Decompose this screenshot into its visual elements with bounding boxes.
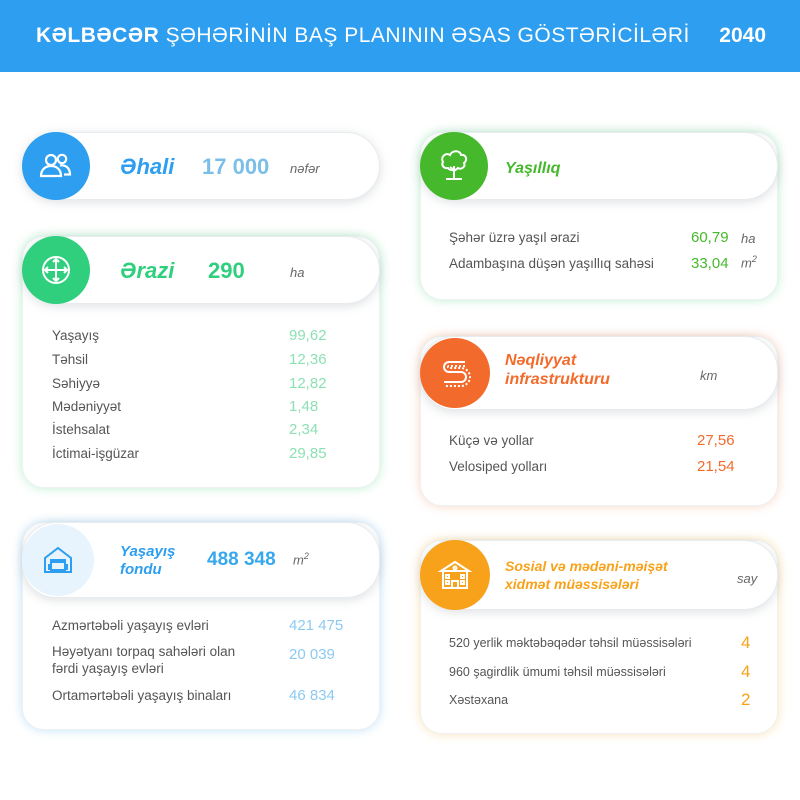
list-item: Azmərtəbəli yaşayış evləri	[52, 618, 209, 633]
yasayis-label-2: fondu	[120, 561, 162, 578]
yasayis-value: 488 348	[207, 549, 276, 570]
expand-arrows-icon	[22, 236, 90, 304]
header-bar	[0, 0, 800, 72]
yasayis-unit: $m^2$	[293, 551, 309, 568]
road-icon	[420, 338, 490, 408]
list-value: 4	[741, 633, 751, 652]
year-label: 2040	[719, 24, 766, 47]
yasilliq-label: Yaşıllıq	[505, 160, 561, 177]
ehali-label: Əhali	[120, 154, 175, 179]
people-icon	[22, 132, 90, 200]
list-value: 20 039	[289, 646, 335, 663]
building-icon	[420, 540, 490, 610]
house-icon	[22, 524, 94, 596]
list-item: Mədəniyyət	[52, 399, 122, 414]
list-item: İctimai-işgüzar	[52, 446, 140, 461]
list-value: 421 475	[289, 617, 344, 634]
list-item: Həyətyanı torpaq sahələri olan	[52, 644, 236, 659]
list-item: Təhsil	[52, 352, 89, 367]
list-value: 60,79	[691, 229, 729, 246]
neqliyyat-unit: km	[700, 368, 718, 383]
page-title: KƏLBƏCƏR ŞƏHƏRİNİN BAŞ PLANININ ƏSAS GÖSTƏRİCİLƏRİ	[36, 24, 690, 47]
list-value: 29,85	[289, 445, 327, 462]
list-item: Küçə və yollar	[449, 433, 534, 448]
tree-icon	[420, 132, 488, 200]
erazi-label: Ərazi	[120, 258, 175, 283]
list-item: Səhiyyə	[52, 376, 101, 391]
ehali-value: 17 000	[202, 154, 270, 179]
erazi-value: 290	[208, 258, 245, 283]
sosial-label-2: xidmət müəssisələri	[505, 576, 639, 592]
list-value: 21,54	[697, 458, 735, 475]
neqliyyat-label-2: infrastrukturu	[505, 371, 610, 388]
list-value: 99,62	[289, 327, 327, 344]
list-value: 27,56	[697, 432, 735, 449]
sosial-label-1: Sosial və mədəni-məişət	[505, 558, 668, 574]
list-value: 46 834	[289, 687, 335, 704]
list-item: Xəstəxana	[449, 693, 509, 707]
list-unit: $m^2$	[741, 254, 757, 271]
list-item: Ortamərtəbəli yaşayış binaları	[52, 688, 232, 703]
list-item: Velosiped yolları	[449, 459, 548, 474]
list-value: 1,48	[289, 398, 319, 415]
list-value: 2,34	[289, 421, 319, 438]
erazi-unit: ha	[290, 265, 305, 280]
list-item: Adambaşına düşən yaşıllıq sahəsi	[449, 256, 654, 271]
neqliyyat-label-1: Nəqliyyat	[505, 352, 577, 369]
ehali-unit: nəfər	[290, 161, 320, 176]
list-item: İstehsalat	[52, 422, 110, 437]
list-item: 520 yerlik məktəbəqədər təhsil müəssisələri	[449, 636, 692, 650]
list-value: 12,82	[289, 375, 327, 392]
list-value: 4	[741, 662, 751, 681]
list-value: 2	[741, 690, 751, 709]
list-value: 33,04	[691, 255, 729, 272]
yasayis-label-1: Yaşayış	[120, 543, 176, 560]
list-item: Yaşayış	[52, 328, 100, 343]
list-item: Şəhər üzrə yaşıl ərazi	[449, 230, 580, 245]
list-unit: ha	[741, 231, 756, 246]
list-item: fərdi yaşayış evləri	[52, 661, 164, 676]
sosial-unit: say	[737, 571, 758, 586]
list-value: 12,36	[289, 351, 327, 368]
list-item: 960 şagirdlik ümumi təhsil müəssisələri	[449, 665, 666, 679]
